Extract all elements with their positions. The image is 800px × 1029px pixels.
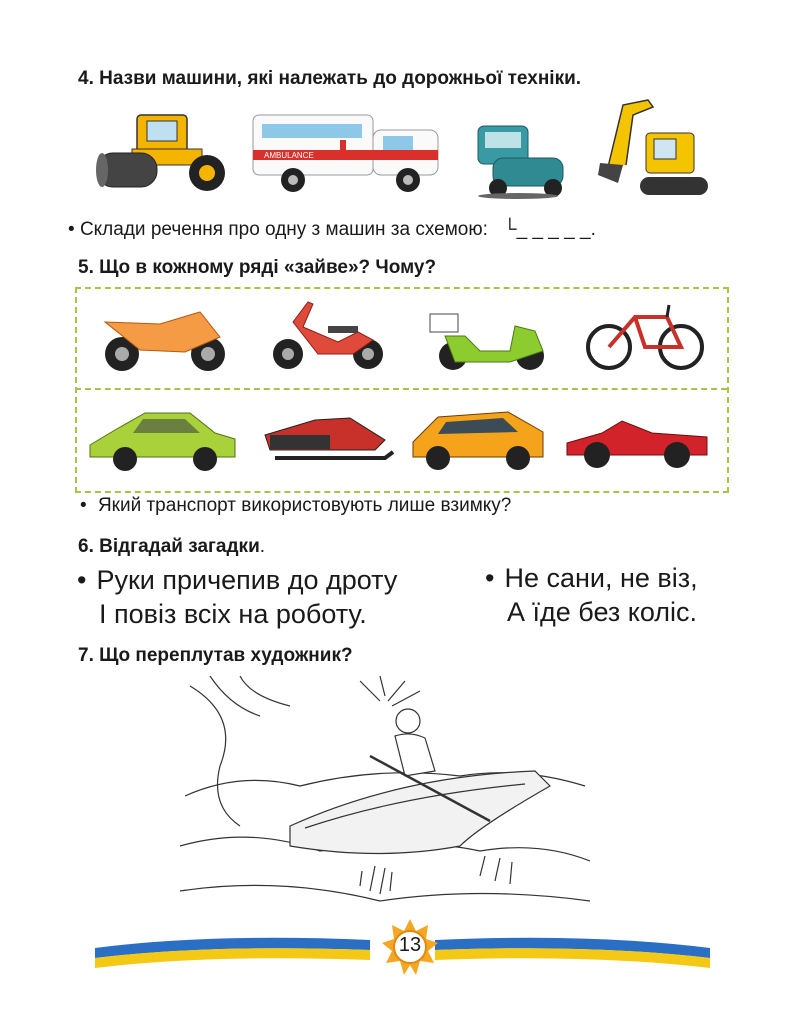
convertible-image xyxy=(562,403,712,471)
moped-image xyxy=(268,292,388,376)
riddle1-line2: І повіз всіх на роботу. xyxy=(99,599,367,629)
suv-image xyxy=(408,402,548,472)
task6-heading: 6. Відгадай загадки xyxy=(78,536,260,557)
task7-heading: 7. Що переплутав художник? xyxy=(78,645,353,666)
task4-heading: 4. Назви машини, які належать до дорожньої техніки. xyxy=(78,68,582,89)
riddle2-line1: Не сани, не віз, xyxy=(504,563,698,593)
riddle-2 xyxy=(485,561,698,629)
sentence-scheme: └_ _ _ _ _. xyxy=(503,219,596,240)
road-roller-image xyxy=(92,105,232,195)
task5-heading: 5. Що в кожному ряді «зайве»? Чому? xyxy=(78,257,437,278)
riddle1-line1: Руки причепив до дроту xyxy=(96,565,398,595)
bicycle-image xyxy=(585,297,705,372)
riddle-1 xyxy=(77,563,397,631)
task4-bullet: • xyxy=(68,219,75,240)
street-sweeper-image xyxy=(463,118,573,200)
ambulance-label: AMBULANCE xyxy=(264,151,314,160)
task4-instruction: Склади речення про одну з машин за схемою: xyxy=(79,219,488,240)
riddle2-line2: А їде без коліс. xyxy=(507,597,698,627)
boy-in-boat-illustration xyxy=(180,676,590,916)
riddle1-bullet: • xyxy=(77,565,87,595)
page-number: 13 xyxy=(398,934,422,956)
excavator-image xyxy=(588,95,713,205)
snowmobile-image xyxy=(255,410,395,466)
task5-bullet: • xyxy=(80,495,87,516)
row-divider xyxy=(75,388,727,390)
task6-heading-period: . xyxy=(259,536,266,557)
motorcycle-image xyxy=(100,302,230,374)
scooter-image xyxy=(425,296,550,376)
task5-question: Який транспорт використовують лише взимку? xyxy=(97,495,512,516)
sedan-image xyxy=(85,405,240,473)
ambulance-image xyxy=(248,110,448,195)
riddle2-bullet: • xyxy=(485,563,495,593)
